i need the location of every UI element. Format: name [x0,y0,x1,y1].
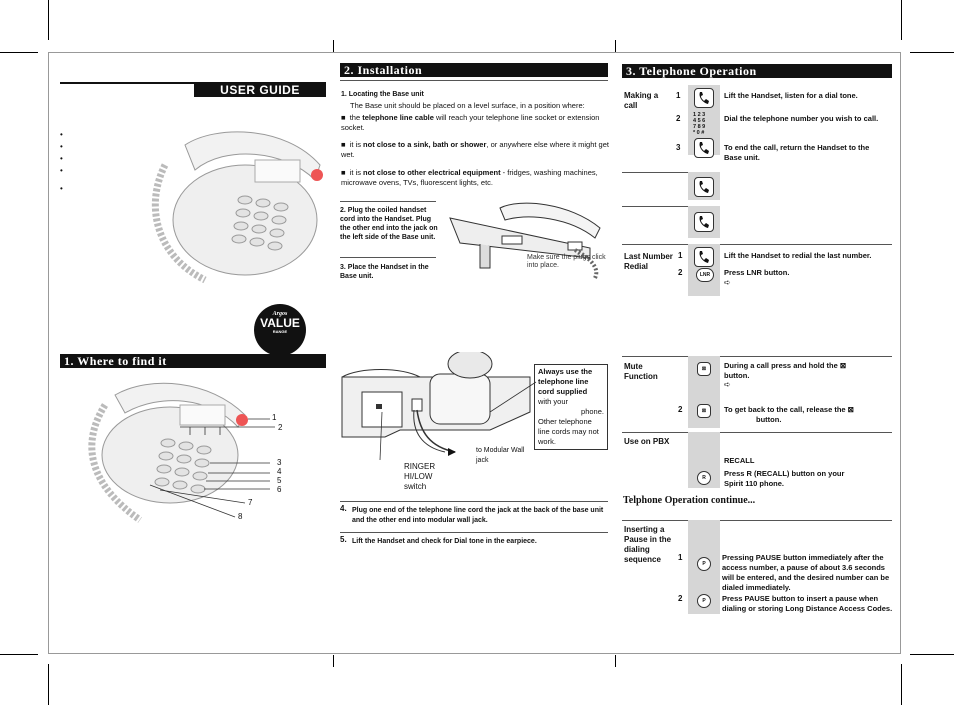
callout-5: 5 [277,476,282,485]
pause2-number: 2 [678,594,683,603]
row-rule [622,244,892,245]
argos-value-logo: Argos VALUE RANGE [254,304,306,356]
handset-icon [694,212,714,232]
callout-7: 7 [248,498,253,507]
mc2-number: 2 [676,114,681,123]
lnr2-text: Press LNR button. [724,268,790,277]
handset-cord-diagram [440,198,610,288]
step1-title: 1. Locating the Base unit [341,91,424,98]
step4-number: 4. [340,504,347,513]
crop-mark [615,40,616,52]
row-rule [622,172,688,173]
section3-heading: 3. Telephone Operation [622,64,892,78]
recall-text: Press R (RECALL) button on your Spirit 110 phone. [724,469,845,488]
step-rule [340,201,436,202]
callout-8: 8 [238,512,243,521]
lnr2-number: 2 [678,268,683,277]
mute-label: Mute Function [624,362,658,381]
step-rule [340,532,608,533]
arrow-icon: ➪ [724,380,731,389]
continue-heading: Telphone Operation continue... [623,495,756,506]
step5-number: 5. [340,535,347,544]
step1-intro: The Base unit should be placed on a level surface, in a position where: [350,101,585,110]
callout-6: 6 [277,485,282,494]
callout-2: 2 [278,423,283,432]
mute2-number: 2 [678,405,683,414]
row-rule [622,432,892,433]
pause2-text: Press PAUSE button to insert a pause when dialing or storing Long Distance Access Codes. [722,594,893,613]
user-guide-title: USER GUIDE [194,84,326,97]
pause-button-icon: P [697,594,711,608]
modular-jack-label: to Modular Wall jack [476,447,525,464]
pause1-text: Pressing PAUSE button immediately after the access number, a pause of about 3.6 seconds will be entered, and the desired number can be dialed immediately. [722,553,890,592]
square-bullet-icon: ■ [341,113,350,122]
crop-mark [48,664,49,705]
pause1-number: 1 [678,553,683,562]
section2-heading: 2. Installation [340,63,608,77]
callout-4: 4 [277,467,282,476]
handset-icon [694,177,714,197]
telephone-illustration [145,125,325,295]
keypad-icon: 1 2 3 4 5 6 7 8 9 * 0 # [693,112,706,136]
step2-text: 2. Plug the coiled handset cord into the Handset. Plug the other end into the jack on the left side of the Base unit. [340,207,438,241]
section1-heading: 1. Where to find it [60,354,326,368]
lnr-label: Last Number Redial [624,252,673,271]
row-rule [622,206,688,207]
telephone-diagram [60,375,290,535]
handset-icon [694,138,714,158]
heading-rule [340,80,608,81]
step-rule [340,501,608,502]
mc3-text: To end the call, return the Handset to the Base unit. [724,143,870,162]
row-rule [622,520,892,521]
ringer-switch-label: RINGER HI/LOW switch [404,462,436,491]
mute1-text: During a call press and hold the ⊠ button. [724,361,847,380]
crop-mark [48,0,49,40]
callout-3: 3 [277,458,282,467]
mc3-number: 3 [676,143,681,152]
crop-mark [901,664,902,705]
arrow-icon: ➪ [724,278,731,287]
bullet-not-electrical: ■ it is not close to other electrical equipment - fridges, washing machines, microwave ovens, TVs, fluorescent lights, etc. [341,168,598,187]
step-rule [340,257,436,258]
square-bullet-icon: ■ [341,140,350,149]
step5-text: Lift the Handset and check for Dial tone in the earpiece. [352,538,537,545]
square-bullet-icon: ■ [341,168,350,177]
pause-label: Inserting a Pause in the dialing sequence [624,525,672,564]
crop-mark [910,654,954,655]
mc2-text: Dial the telephone number you wish to call. [724,114,879,123]
lnr1-text: Lift the Handset to redial the last number. [724,251,872,260]
crop-mark [333,655,334,667]
bullet-not-wet: ■ it is not close to a sink, bath or shower, or anywhere else where it might get wet. [341,140,609,159]
mute-icon: ⊠ [847,405,854,414]
recall-heading: RECALL [724,456,755,465]
handset-icon [694,88,714,108]
crop-mark [910,52,954,53]
callout-1: 1 [272,413,277,422]
mc1-number: 1 [676,91,681,100]
bullet-telephone-line: ■ the telephone line cable will reach your telephone line socket or extension socket. [341,113,600,132]
step3-text: 3. Place the Handset in the Base unit. [340,264,429,280]
lnr1-number: 1 [678,251,683,260]
row-rule [622,356,892,357]
crop-mark [615,655,616,667]
crop-mark [0,52,38,53]
mute-button-icon: ⊠ [697,404,711,418]
pause-button-icon: P [697,557,711,571]
handset-icon [694,247,714,267]
making-call-label: Making a call [624,91,659,110]
pbx-label: Use on PBX [624,437,670,446]
recall-button-icon: R [697,471,711,485]
step4-text: Plug one end of the telephone line cord the jack at the back of the base unit and the other end into modular wall jack. [352,507,604,524]
mute2-text: To get back to the call, release the ⊠ button. [724,405,854,424]
crop-mark [0,654,38,655]
mute-button-icon: ⊠ [697,362,711,376]
lnr-button-icon: LNR [696,268,714,282]
mc1-text: Lift the Handset, listen for a dial tone. [724,91,858,100]
crop-mark [333,40,334,52]
cord-warning-box: Always use the telephone line cord supplied with your phone. Other telephone line cords may not work. [534,364,608,450]
crop-mark [901,0,902,40]
plugs-note: Make sure the plugs click into place. [527,254,606,269]
mute-icon: ⊠ [839,361,847,370]
